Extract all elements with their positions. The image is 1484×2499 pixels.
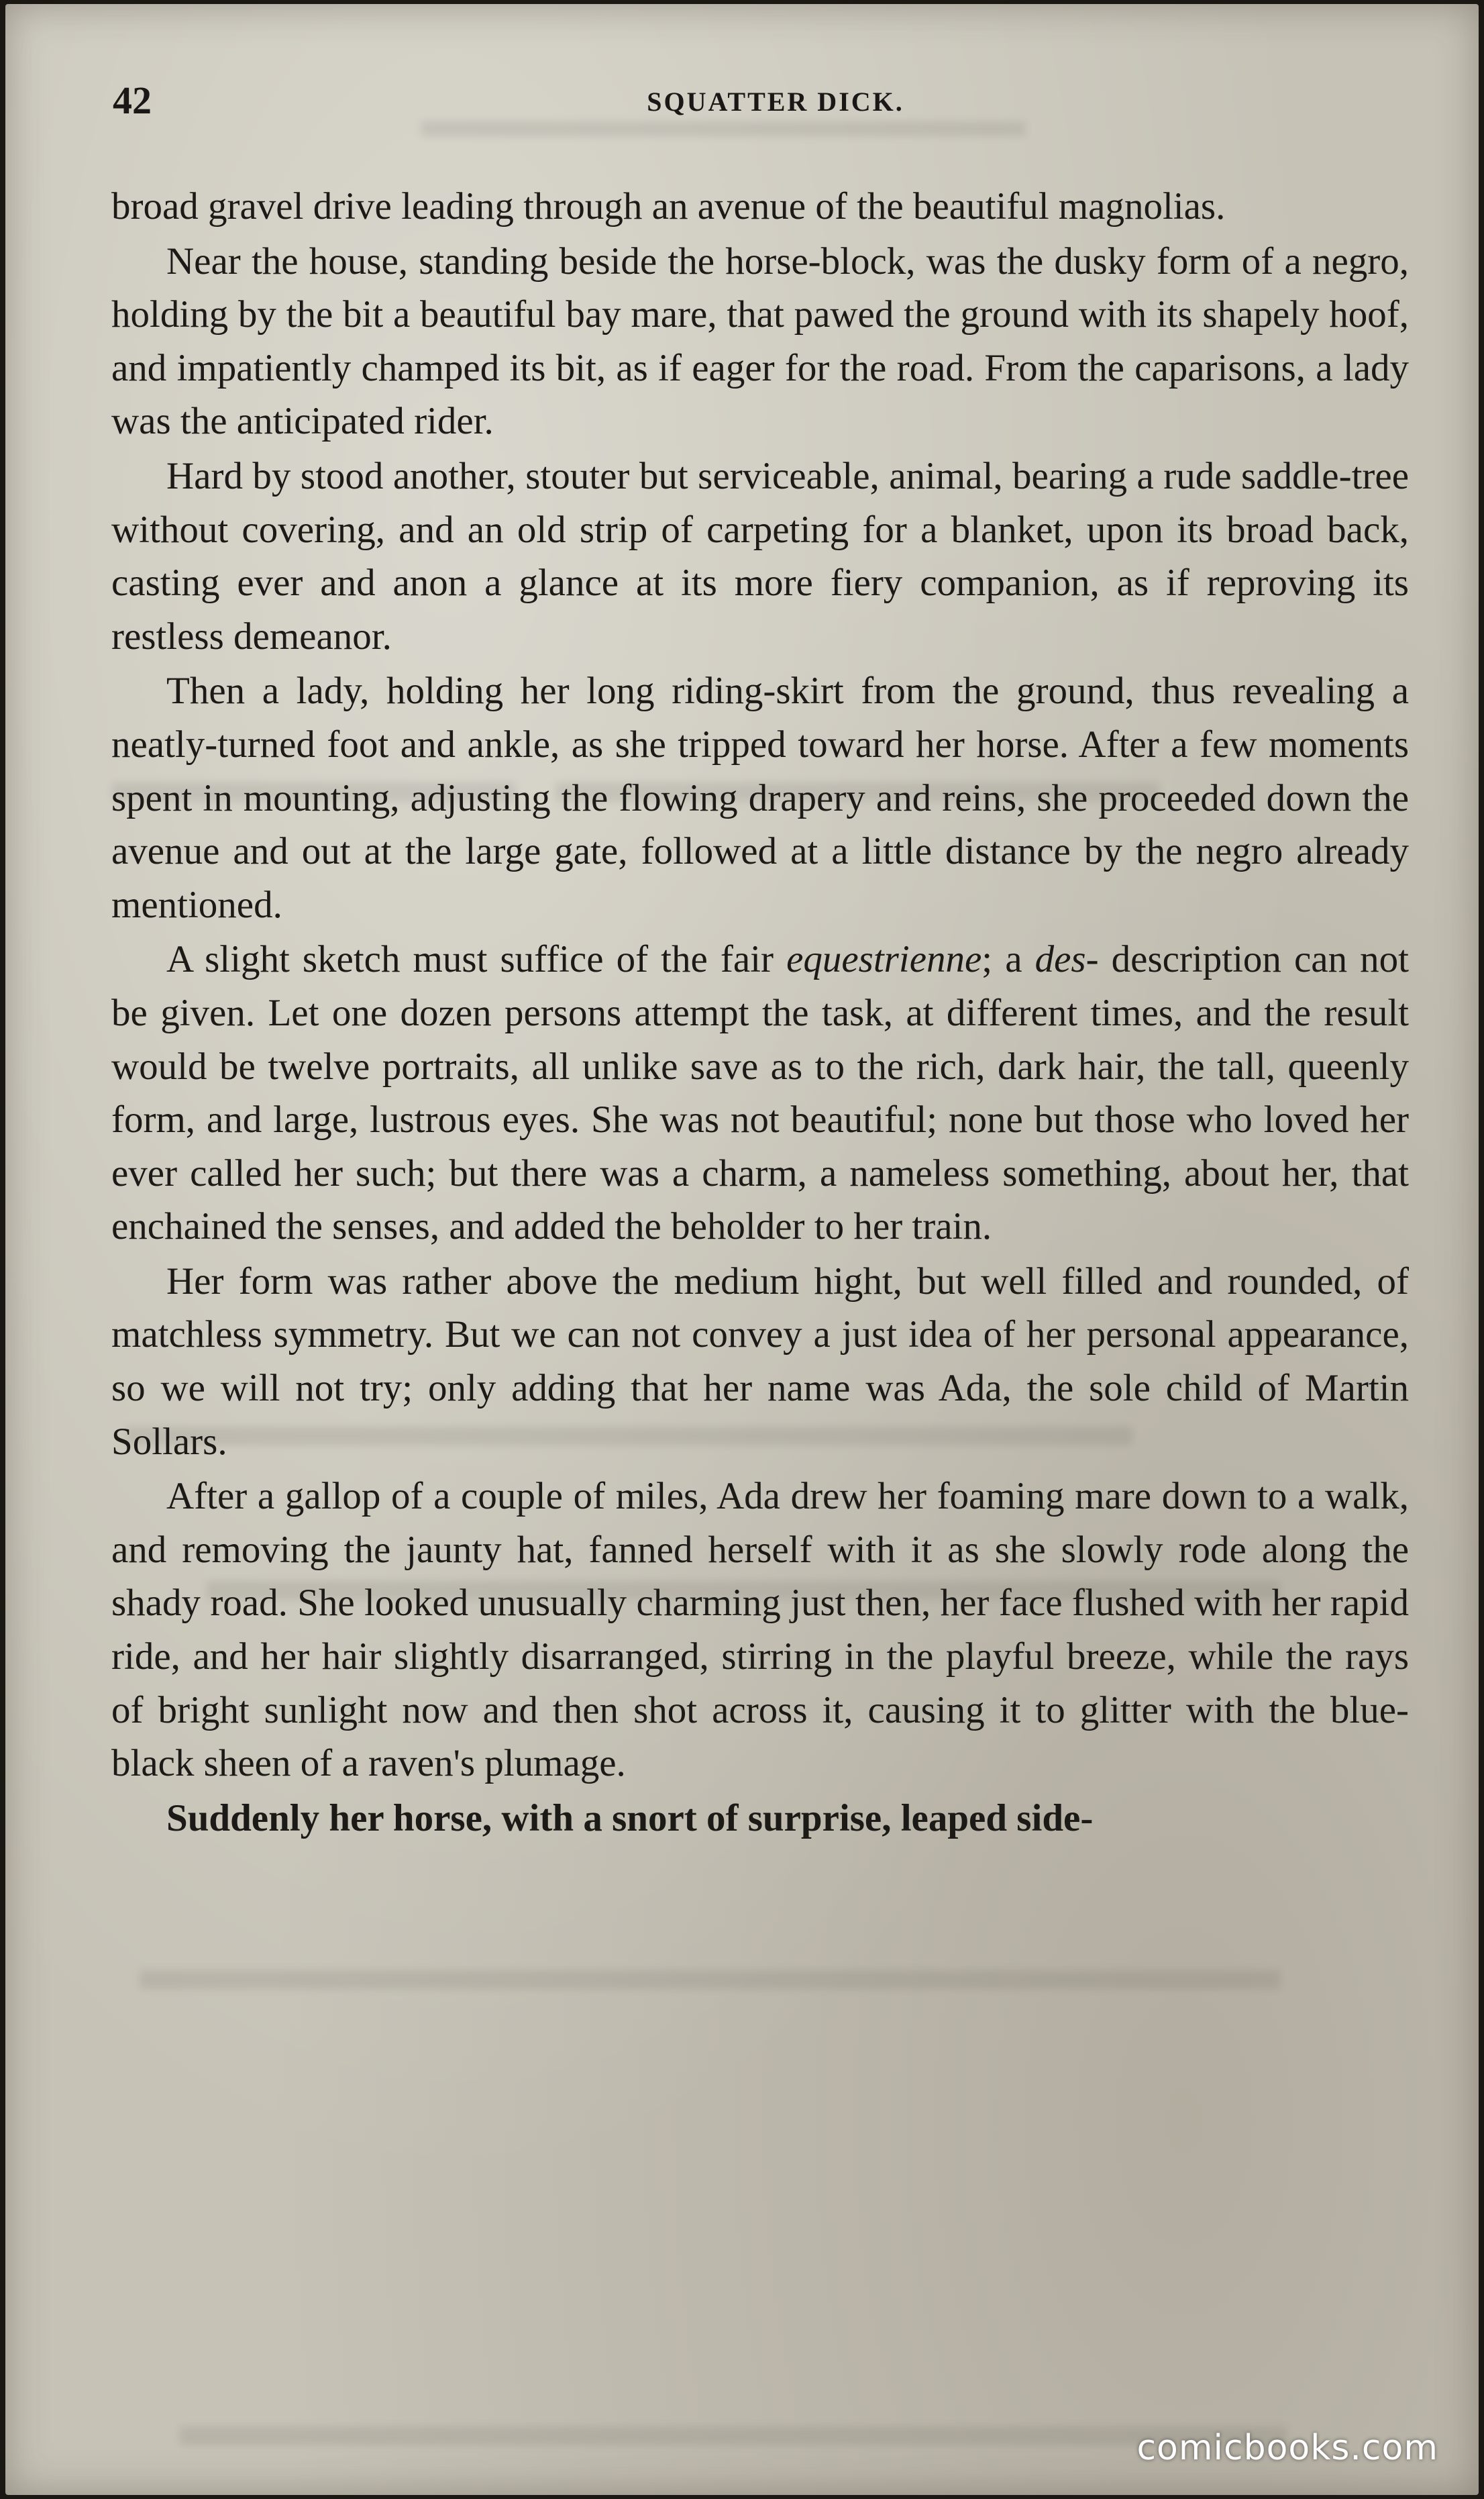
body-text (111, 180, 1409, 1846)
paragraph-5-lead: A slight sketch must suffice of the fair (166, 938, 787, 981)
italic-equestrienne: equestrienne (786, 938, 982, 981)
paragraph-5-sep: ; a (982, 938, 1035, 981)
paragraph-8: Suddenly her horse, with a snort of surprise, leaped side- (166, 1796, 1094, 1839)
paragraph-5-body: description can not be given. Let one dozen persons attempt the task, at different times, and the result would be twelve portraits, all unlike save as to the rich, dark hair, the tall, queenly form, and large, lustrous eyes. She was not beautiful; none but those who loved her ever called her such; but there was a charm, a nameless something, about her, that enchained the senses, and added the beholder to her train. (111, 938, 1409, 1248)
running-head: SQUATTER DICK. (647, 87, 904, 117)
paragraph-7: After a gallop of a couple of miles, Ada drew her foaming mare down to a walk, and removing the jaunty hat, fanned herself with it as she slowly rode along the shady road. She looked unusually charming just then, her face flushed with her rapid ride, and her hair slightly disarranged, stirring in the playful breeze, while the rays of bright sunlight now and then shot across it, causing it to glitter with the blue-black sheen of a raven's plumage. (111, 1475, 1409, 1785)
page-header (113, 79, 1385, 123)
page-number: 42 (113, 79, 152, 122)
paragraph-2: Near the house, standing beside the horse-block, was the dusky form of a negro, holding by the bit a beautiful bay mare, that pawed the ground with its shapely hoof, and impatiently champed its bit, as if eager for the road. From the caparisons, a lady was the anticipated rider. (111, 240, 1409, 443)
paragraph-5 (111, 933, 1409, 1254)
paragraph-3: Hard by stood another, stouter but serviceable, animal, bearing a rude saddle-tree without covering, and an old strip of carpeting for a blanket, upon its broad back, casting ever and anon a glance at its more fiery companion, as if reproving its restless demeanor. (111, 454, 1409, 658)
watermark: comicbooks.com (1136, 2428, 1438, 2468)
book-page (5, 4, 1479, 2495)
italic-description-start: des- (1035, 938, 1099, 981)
paragraph-1: broad gravel drive leading through an avenue of the beautiful magnolias. (111, 185, 1226, 227)
paragraph-6: Her form was rather above the medium hight, but well filled and rounded, of matchless symmetry. But we can not convey a just idea of her personal appearance, so we will not try; only adding that her name was Ada, the sole child of Martin Sollars. (111, 1260, 1409, 1463)
paragraph-4: Then a lady, holding her long riding-skirt from the ground, thus revealing a neatly-turned foot and ankle, as she tripped toward her horse. After a few moments spent in mounting, adjusting the flowing drapery and reins, she proceeded down the avenue and out at the large gate, followed at a little distance by the negro already mentioned. (111, 670, 1409, 926)
